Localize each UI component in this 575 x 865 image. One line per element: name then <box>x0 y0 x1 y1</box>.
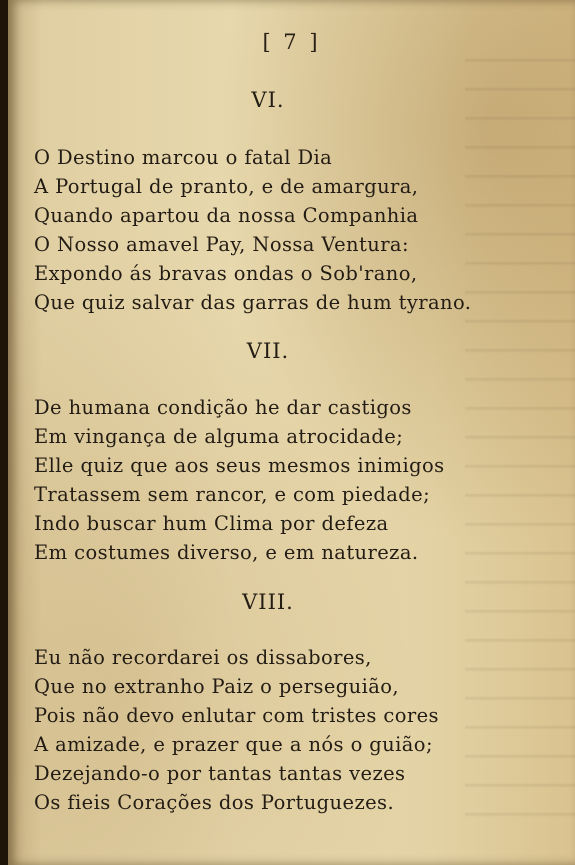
stanza-heading-viii: VIII. <box>242 590 294 614</box>
verse-line: O Nosso amavel Pay, Nossa Ventura: <box>34 233 409 256</box>
verse-line: Quando apartou da nossa Companhia <box>34 204 419 227</box>
verse-line: A Portugal de pranto, e de amargura, <box>34 175 419 198</box>
verse-line: De humana condição he dar castigos <box>34 396 412 419</box>
stanza-heading-vi: VI. <box>251 88 285 112</box>
verse-line: Os fieis Corações dos Portuguezes. <box>34 791 395 814</box>
stanza-vii <box>34 393 554 567</box>
book-page <box>8 0 575 865</box>
verse-line: Indo buscar hum Clima por defeza <box>34 512 389 535</box>
verse-line: Que quiz salvar das garras de hum tyrano. <box>34 291 472 314</box>
stanza-vi <box>34 143 554 317</box>
verse-line: A amizade, e prazer que a nós o guião; <box>34 733 433 756</box>
verse-line: Em costumes diverso, e em natureza. <box>34 541 419 564</box>
verse-line: Elle quiz que aos seus mesmos inimigos <box>34 454 445 477</box>
verse-line: Tratassem sem rancor, e com piedade; <box>34 483 431 506</box>
verse-line: Eu não recordarei os dissabores, <box>34 646 372 669</box>
verse-line: Pois não devo enlutar com tristes cores <box>34 704 439 727</box>
page-number: [ 7 ] <box>262 30 321 54</box>
verse-line: Dezejando-o por tantas tantas vezes <box>34 762 406 785</box>
verse-line: Que no extranho Paiz o perseguião, <box>34 675 400 698</box>
stanza-viii <box>34 643 554 817</box>
verse-line: Em vingança de alguma atrocidade; <box>34 425 404 448</box>
verse-line: O Destino marcou o fatal Dia <box>34 146 333 169</box>
stanza-heading-vii: VII. <box>246 339 290 363</box>
verse-line: Expondo ás bravas ondas o Sob'rano, <box>34 262 418 285</box>
